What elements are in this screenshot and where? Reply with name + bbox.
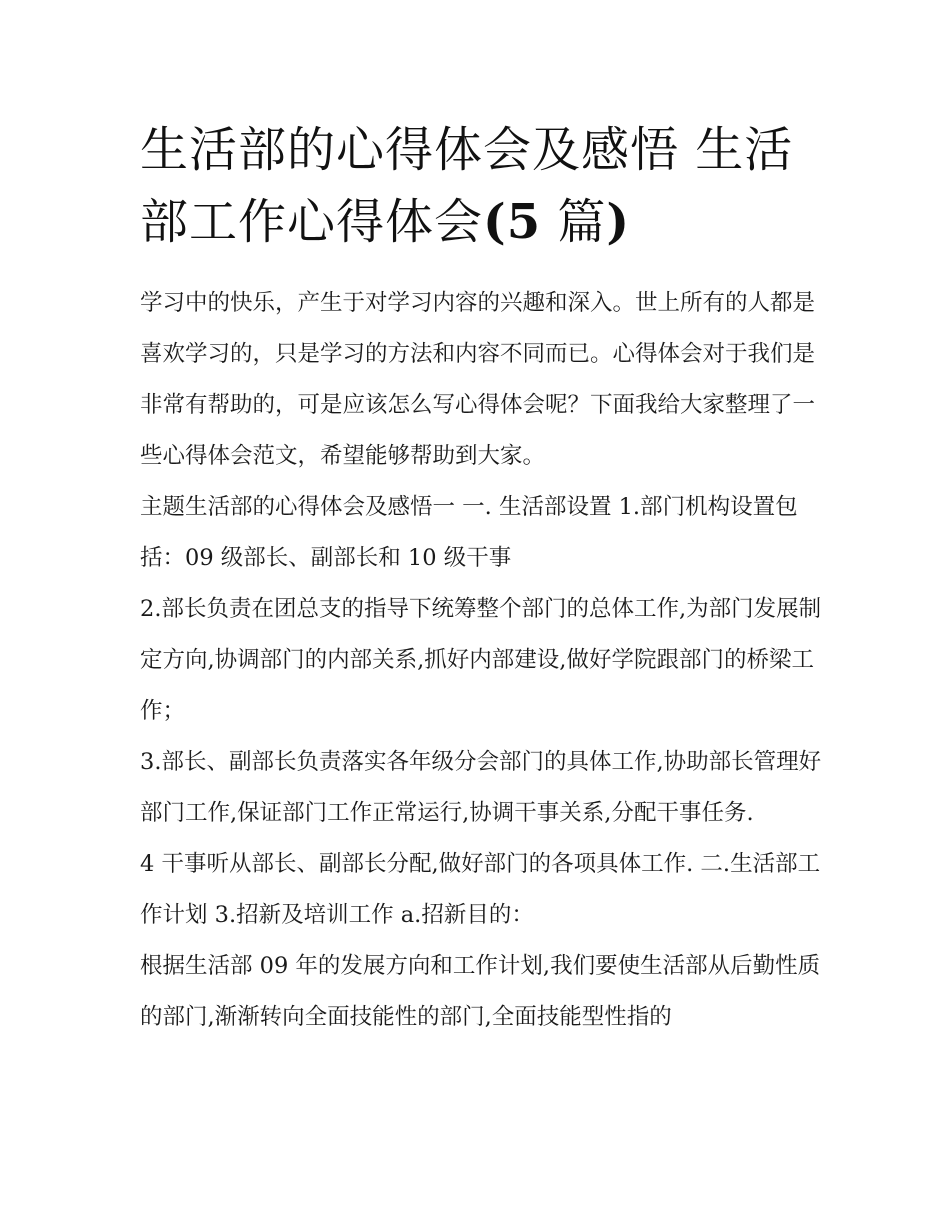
- paragraph-recruit: 根据生活部 09 年的发展方向和工作计划,我们要使生活部从后勤性质的部门,渐渐转向全面技能性的部门,全面技能型性指的: [140, 953, 821, 1030]
- paragraph-item-4: 4 干事听从部长、副部长分配,做好部门的各项具体工作. 二.生活部工作计划 3.招新及培训工作 a.招新目的：: [140, 851, 821, 928]
- title-count: (5: [483, 194, 542, 250]
- document-body: [140, 278, 830, 1043]
- title-line-2-prefix: 部工作心得体会: [140, 194, 484, 250]
- title-line-1: 生活部的心得体会及感悟 生活: [140, 122, 794, 178]
- paragraph-section-1: 主题生活部的心得体会及感悟一 一. 生活部设置 1.部门机构设置包括：09 级部长、副部长和 10 级干事: [140, 494, 798, 571]
- paragraph-item-2: 2.部长负责在团总支的指导下统筹整个部门的总体工作,为部门发展制定方向,协调部门的内部关系,抓好内部建设,做好学院跟部门的桥梁工作；: [140, 596, 822, 724]
- paragraph-item-3: 3.部长、副部长负责落实各年级分会部门的具体工作,协助部长管理好部门工作,保证部门工作正常运行,协调干事关系,分配干事任务.: [140, 749, 822, 826]
- document-title: [140, 114, 820, 258]
- title-unit: 篇: [541, 194, 607, 250]
- paragraph-intro: 学习中的快乐，产生于对学习内容的兴趣和深入。世上所有的人都是喜欢学习的，只是学习的方法和内容不同而已。心得体会对于我们是非常有帮助的，可是应该怎么写心得体会呢？下面我给大家整理了一些心得体会范文，希望能够帮助到大家。: [140, 290, 816, 469]
- title-close-paren: ): [606, 194, 631, 250]
